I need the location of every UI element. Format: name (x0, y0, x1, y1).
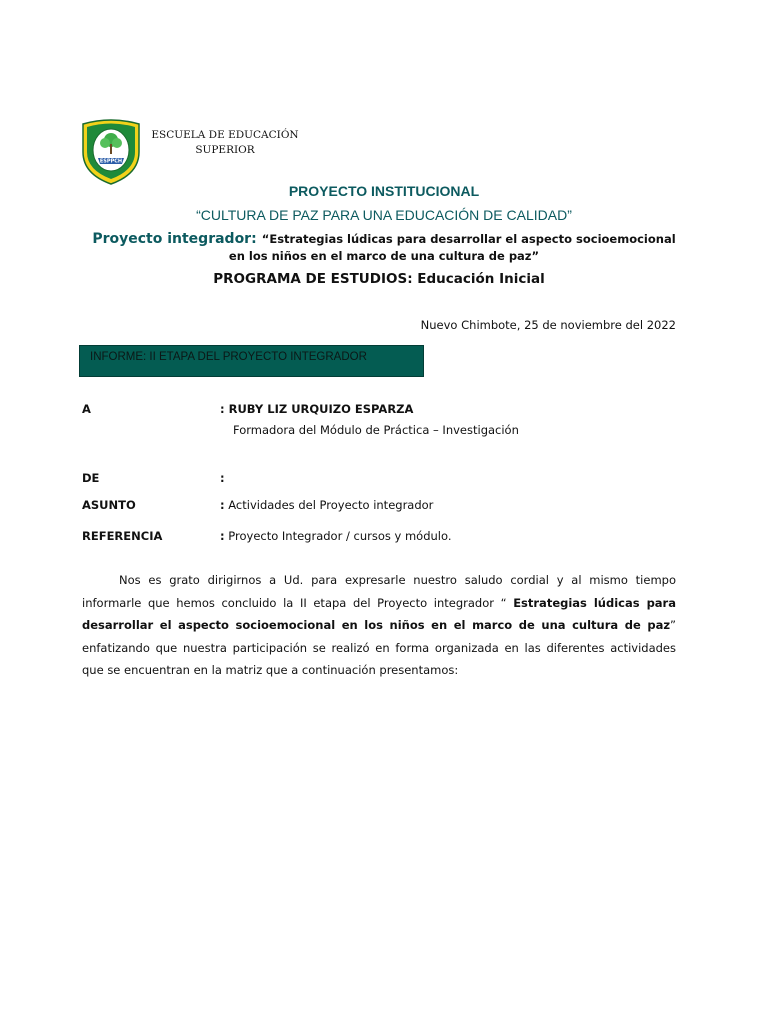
programa-heading: PROGRAMA DE ESTUDIOS: Educación Inicial (213, 271, 545, 287)
informe-box (79, 345, 424, 377)
integrador-line2: en los niños en el marco de una cultura de paz” (228, 249, 540, 263)
field-asunto-value: Actividades del Proyecto integrador (224, 498, 434, 512)
field-asunto-label: ASUNTO (82, 498, 136, 512)
field-referencia-colon: : (220, 529, 225, 543)
body-part2: ” enfatizando que nuestra participación se realizó en forma organizada en las diferentes actividades que se encuentran en la matriz que a continuación presentamos: (82, 618, 676, 677)
body-paragraph (82, 569, 676, 682)
field-asunto-colon: : (220, 498, 225, 512)
body-bold: Estrategias lúdicas para desarrollar el aspecto socioemocional en los niños en el marco de una cultura de paz (82, 595, 676, 632)
school-logo (80, 118, 142, 186)
logo-text: ESPPCH (99, 158, 123, 165)
field-referencia-value: Proyecto Integrador / cursos y módulo. (224, 529, 452, 543)
date-line: Nuevo Chimbote, 25 de noviembre del 2022 (420, 318, 676, 332)
field-referencia-label: REFERENCIA (82, 529, 163, 543)
school-name (150, 128, 300, 158)
field-asunto-value-wrap (220, 498, 433, 512)
informe-text: INFORME: II ETAPA DEL PROYECTO INTEGRADOR (90, 351, 367, 363)
field-referencia-value-wrap (220, 529, 452, 543)
proyecto-title: PROYECTO INSTITUCIONAL (288, 183, 480, 199)
field-de-value: : (220, 471, 225, 485)
integrador-heading (0, 230, 768, 264)
integrador-line1: “Estrategias lúdicas para desarrollar el aspecto socioemocional (261, 232, 676, 246)
field-a-label: A (82, 402, 91, 416)
cultura-title: “CULTURA DE PAZ PARA UNA EDUCACIÓN DE CALIDAD” (196, 207, 572, 223)
school-name-line1: ESCUELA DE EDUCACIÓN (151, 129, 299, 141)
school-name-line2: SUPERIOR (195, 144, 255, 156)
field-a-value: : RUBY LIZ URQUIZO ESPARZA (220, 402, 414, 416)
field-a-subtitle: Formadora del Módulo de Práctica – Investigación (233, 423, 519, 437)
body-part1: Nos es grato dirigirnos a Ud. para expresarle nuestro saludo cordial y al mismo tiempo informarle que hemos concluido la II etapa del Proyecto integrador “ (82, 573, 676, 610)
integrador-label: Proyecto integrador: (92, 231, 257, 247)
field-de-label: DE (82, 471, 100, 485)
